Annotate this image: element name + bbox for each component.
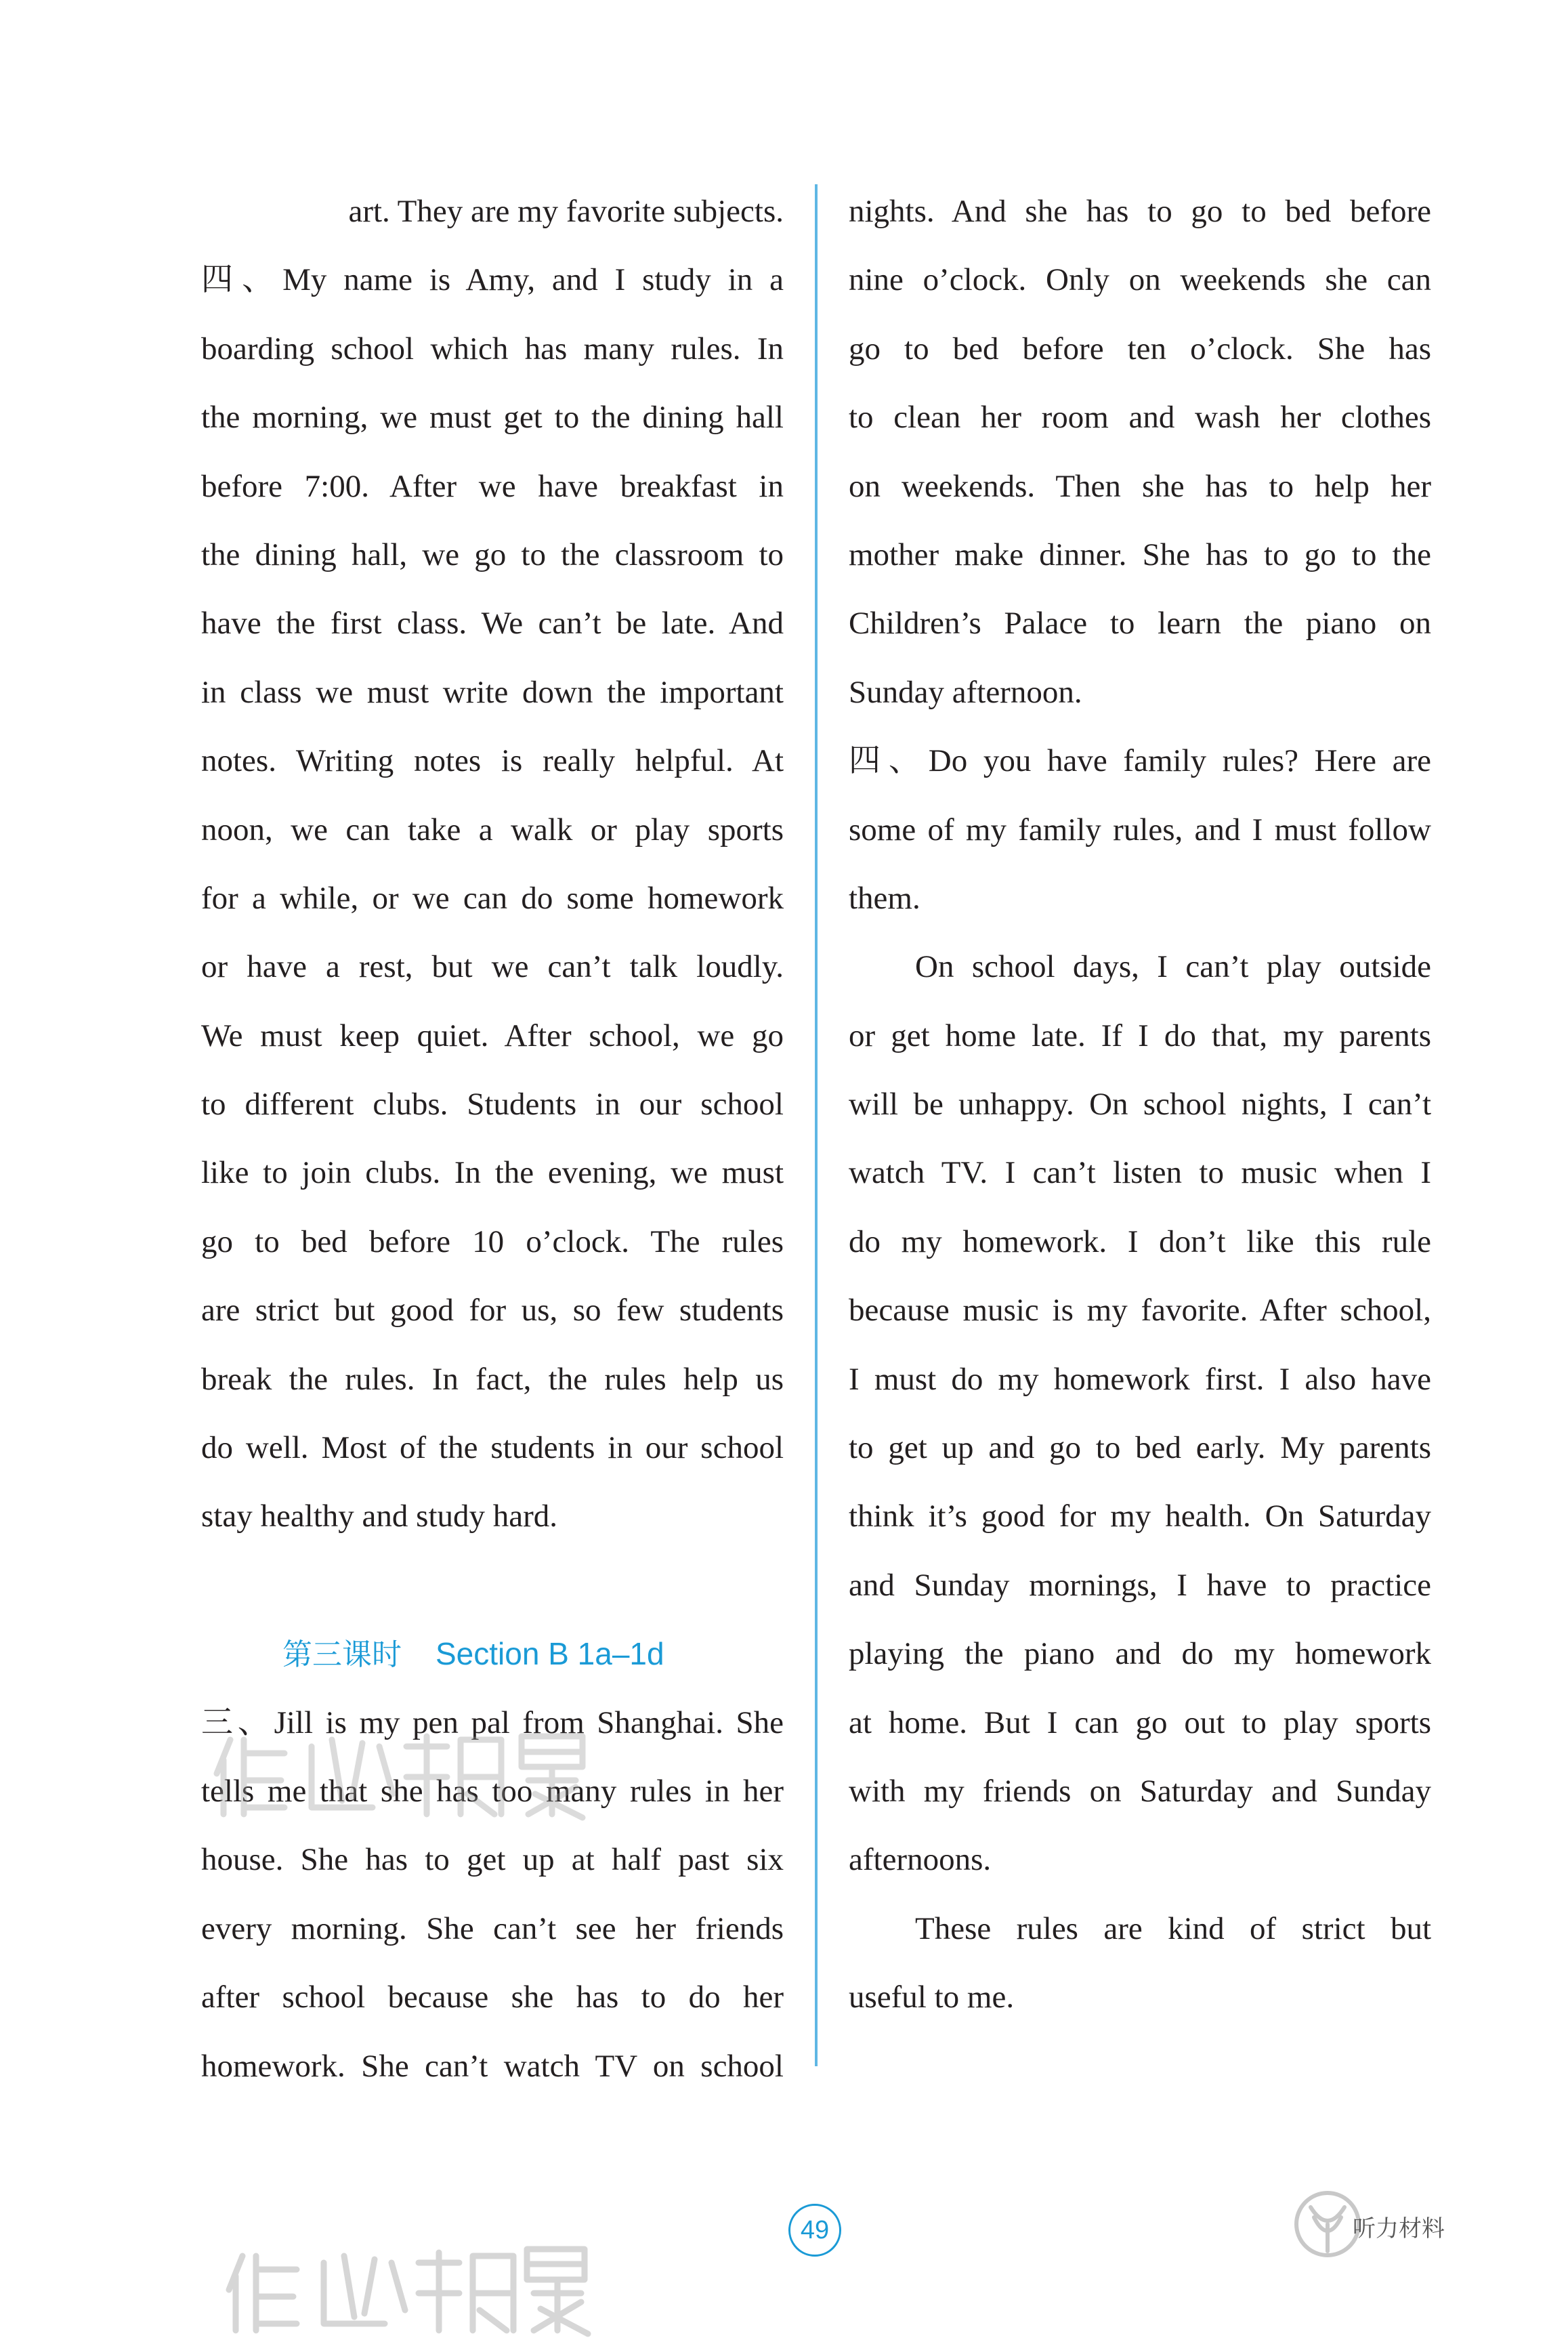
text-line: every morning. She can’t see her friends [201, 1910, 784, 1946]
text-line: go to bed before 10 o’clock. The rules [201, 1223, 784, 1259]
text-line: before 7:00. After we have breakfast in [201, 468, 784, 504]
section-heading-cn: 第三课时 [282, 1637, 402, 1673]
text-line: boarding school which has many rules. In [201, 331, 784, 367]
text-line: at home. But I can go out to play sports [849, 1704, 1431, 1740]
text-line: the morning, we must get to the dining hall [201, 400, 784, 436]
watermark-logo-bottom [215, 2229, 595, 2344]
text-line: or get home late. If I do that, my parents [849, 1018, 1431, 1053]
footer-section-label: 听力材料 [1353, 2215, 1445, 2242]
text-line: think it’s good for my health. On Saturday [849, 1499, 1431, 1534]
text-line: These rules are kind of strict but [915, 1910, 1431, 1946]
text-line: to clean her room and wash her clothes [849, 400, 1431, 436]
text-line: to get up and go to bed early. My parents [849, 1430, 1431, 1466]
text-line: do my homework. I don’t like this rule [849, 1223, 1431, 1259]
text-line: nine o’clock. Only on weekends she can [849, 262, 1431, 298]
text-line: will be unhappy. On school nights, I can’t [849, 1087, 1431, 1123]
text-line: house. She has to get up at half past six [201, 1842, 784, 1878]
text-line: and Sunday mornings, I have to practice [849, 1567, 1431, 1603]
spacer [201, 1551, 784, 1620]
text-line: Children’s Palace to learn the piano on [849, 606, 1431, 642]
text-line: art. They are my favorite subjects. [348, 194, 784, 229]
text-line: homework. She can’t watch TV on school [201, 2048, 784, 2084]
left-column [201, 177, 784, 2101]
text-line: for a while, or we can do some homework [201, 880, 784, 916]
text-line: Sunday afternoon. [849, 674, 1082, 710]
text-line: nights. And she has to go to bed before [849, 194, 1431, 229]
text-line: to different clubs. Students in our school [201, 1087, 784, 1123]
text-line: afternoons. [849, 1842, 992, 1878]
text-line: notes. Writing notes is really helpful. At [201, 743, 784, 779]
text-line: on weekends. Then she has to help her [849, 468, 1431, 504]
text-line: do well. Most of the students in our school [201, 1430, 784, 1466]
text-line: them. [849, 880, 920, 916]
text-line: break the rules. In fact, the rules help us [201, 1361, 784, 1397]
text-line: after school because she has to do her [201, 1980, 784, 2015]
text-line: useful to me. [849, 1980, 1015, 2015]
text-line: have the first class. We can’t be late. And [201, 606, 784, 642]
text-line: tells me that she has too many rules in her [201, 1773, 784, 1809]
text-line: 四、Do you have family rules? Here are [849, 743, 1431, 779]
text-line: 三、Jill is my pen pal from Shanghai. She [201, 1704, 784, 1740]
text-line: playing the piano and do my homework [849, 1636, 1431, 1672]
column-divider [815, 184, 818, 2066]
text-line: On school days, I can’t play outside [915, 949, 1431, 985]
text-line: are strict but good for us, so few students [201, 1293, 784, 1328]
text-line: watch TV. I can’t listen to music when I [849, 1155, 1431, 1191]
text-line: the dining hall, we go to the classroom to [201, 537, 784, 572]
text-line: in class we must write down the important [201, 674, 784, 710]
text-line: stay healthy and study hard. [201, 1499, 558, 1534]
text-line: some of my family rules, and I must follow [849, 812, 1431, 847]
text-line: mother make dinner. She has to go to the [849, 537, 1431, 572]
text-line: because music is my favorite. After school, [849, 1293, 1431, 1328]
text-line: or have a rest, but we can’t talk loudly. [201, 949, 784, 985]
text-line: We must keep quiet. After school, we go [201, 1018, 784, 1053]
text-line: like to join clubs. In the evening, we must [201, 1155, 784, 1191]
text-line: go to bed before ten o’clock. She has [849, 331, 1431, 367]
section-heading [201, 1620, 784, 1688]
text-line: I must do my homework first. I also have [849, 1361, 1431, 1397]
text-line: with my friends on Saturday and Sunday [849, 1773, 1431, 1809]
section-heading-en: Section B 1a–1d [436, 1636, 664, 1672]
text-line: 四、My name is Amy, and I study in a [201, 262, 784, 298]
text-line: noon, we can take a walk or play sports [201, 812, 784, 847]
right-column [849, 177, 1431, 2032]
page-number: 49 [788, 2204, 841, 2257]
